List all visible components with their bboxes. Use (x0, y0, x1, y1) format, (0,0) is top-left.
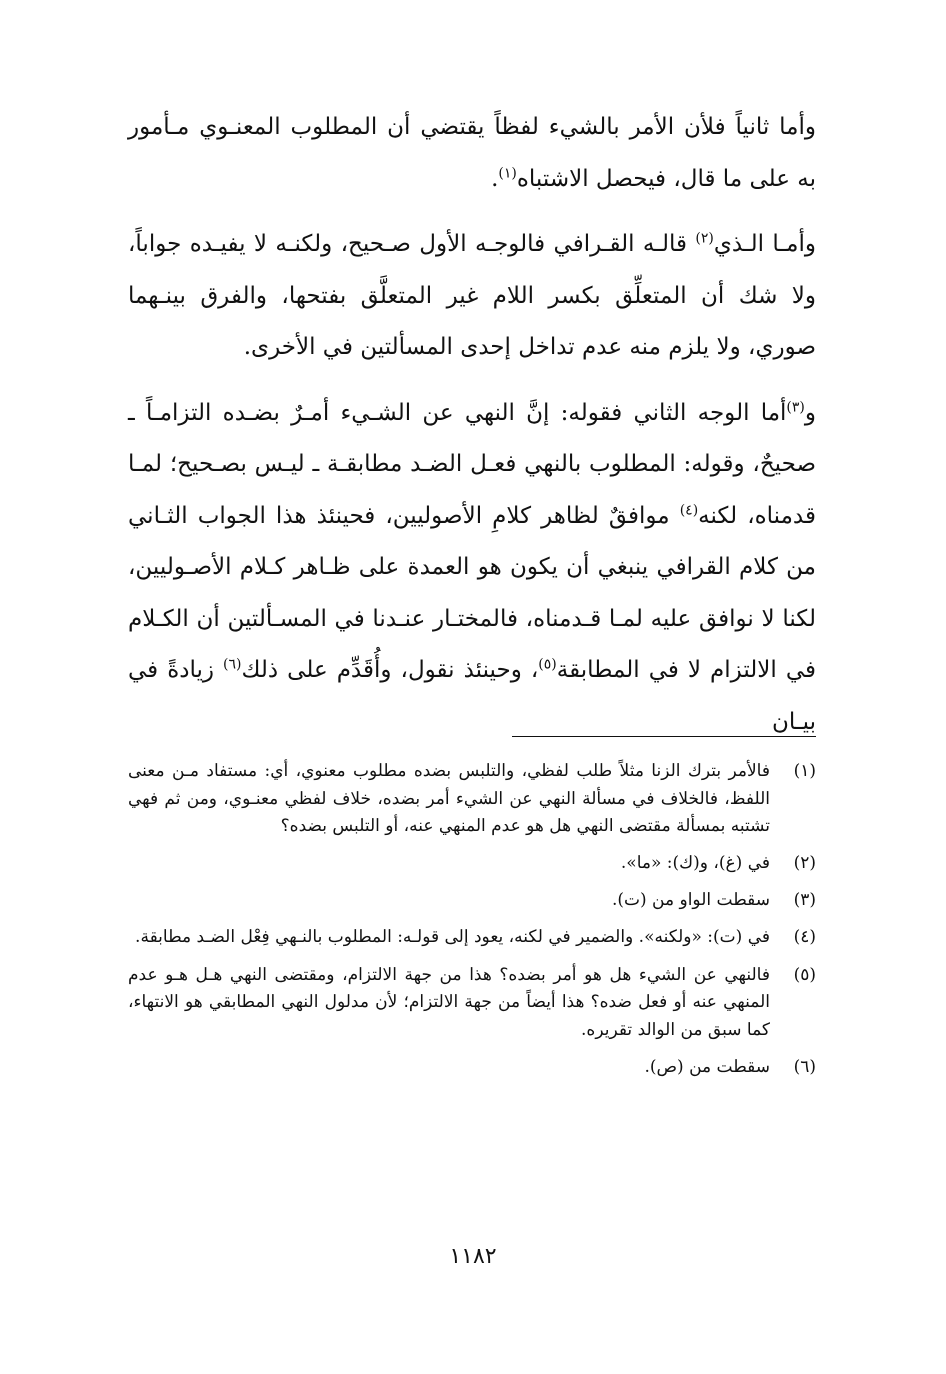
footnote-2 (128, 850, 816, 878)
text-run: . (491, 165, 499, 192)
footnote-number: (١) (793, 761, 816, 781)
text-run: ، وحينئذ نقول، وأُقَدِّم على ذلك (241, 657, 539, 683)
footnote-text: في (غ)، و(ك): «ما». (620, 853, 770, 874)
paragraph-2 (128, 219, 816, 374)
footnote-ref-6: (٦) (223, 656, 242, 673)
footnote-6 (128, 1054, 816, 1082)
footnote-ref-3: (٣) (786, 398, 805, 415)
footnote-text: فالنهي عن الشيء هل هو أمر بضده؟ هذا من جهة الالتزام، ومقتضى النهي هـل هـو عدم المنهي عنه أو فعل ضده؟ هذا أيضاً من جهة الالتزام؛ لأن مدلول النهي المطابقي هو الانتهاء، كما سبق من الوالد تقريره. (128, 964, 770, 1040)
paragraph-3 (128, 388, 816, 749)
text-run: موافقٌ لظاهر كلامِ الأصوليين، فحينئذ هذا الجواب الثـاني من كلام القرافي ينبغي أن يكون هو العمدة على ظـاهر كـلام الأصـوليين، لكنا لا نوافق عليه لمـا قـدمناه، فالمختـار عنـدنا في المسـألتين أن الكـلام في الالتزام لا في المطابقة (128, 502, 816, 683)
footnote-number: (٤) (793, 927, 816, 948)
footnote-ref-1: (١) (498, 164, 517, 181)
footnote-text: سقطت من (ص). (644, 1056, 770, 1077)
footnote-text: في (ت): «ولكنه». والضمير في لكنه، يعود إلى قولـه: المطلوب بالنـهي فِعْل الضـد مطابقة. (135, 927, 770, 948)
footnote-number: (٥) (793, 964, 816, 985)
footnote-number: (٢) (793, 853, 816, 874)
footnote-divider (512, 736, 816, 737)
text-run: قالـه القـرافي فالوجـه الأول صـحيح، ولكنـه لا يفيـده جواباً، ولا شك أن المتعلِّق بكسر اللام غير المتعلَّق بفتحها، والفرق بينـهما صوري، ولا يلزم منه عدم تداخل إحدى المسألتين في الأخرى. (128, 231, 816, 360)
text-run: وأمـا الـذي (713, 231, 816, 257)
footnote-number: (٦) (793, 1056, 816, 1077)
text-run: و (804, 399, 816, 426)
footnote-ref-4: (٤) (679, 501, 699, 518)
main-text (128, 102, 816, 748)
footnote-5 (128, 962, 816, 1045)
page-number: ١١٨٢ (449, 1244, 497, 1269)
footnote-ref-5: (٥) (538, 656, 557, 673)
footnote-text: سقطت الواو من (ت). (611, 890, 770, 911)
footnote-text: فالأمر بترك الزنا مثلاً طلب لفظي، والتلبس بضده مطلوب معنوي، أي: مستفاد مـن معنى اللفظ، فالخلاف في مسألة النهي عن الشيء أمر بضده، خلاف لفظي معنـوي، ومن ثم فهي تشتبه بمسألة مقتضى النهي هل هو عدم المنهي عنه، أو التلبس بضده؟ (128, 761, 770, 837)
footnote-3 (128, 887, 816, 915)
footnote-ref-2: (٢) (695, 230, 714, 247)
footnote-number: (٣) (793, 890, 816, 911)
text-run: أما الوجه الثاني فقوله: إنَّ النهي عن الشـيء أمـرٌ بضـده التزامـاً ـ صحيحٌ، وقوله: المطلوب بالنهي فعـل الضـد مطابقـة ـ ليـس بصـحيح؛ لمـا قدمناه، لكنه (128, 399, 816, 529)
text-run: وأما ثانياً فلأن الأمر بالشيء لفظاً يقتضي أن المطلوب المعنـوي مـأمور به على ما قال، فيحصل الاشتباه (128, 114, 816, 192)
text-run: زيادةً في بيـان (128, 657, 816, 735)
footnote-4 (128, 924, 816, 952)
paragraph-1 (128, 102, 816, 205)
footnote-1 (128, 758, 816, 841)
footnotes (128, 758, 816, 1091)
